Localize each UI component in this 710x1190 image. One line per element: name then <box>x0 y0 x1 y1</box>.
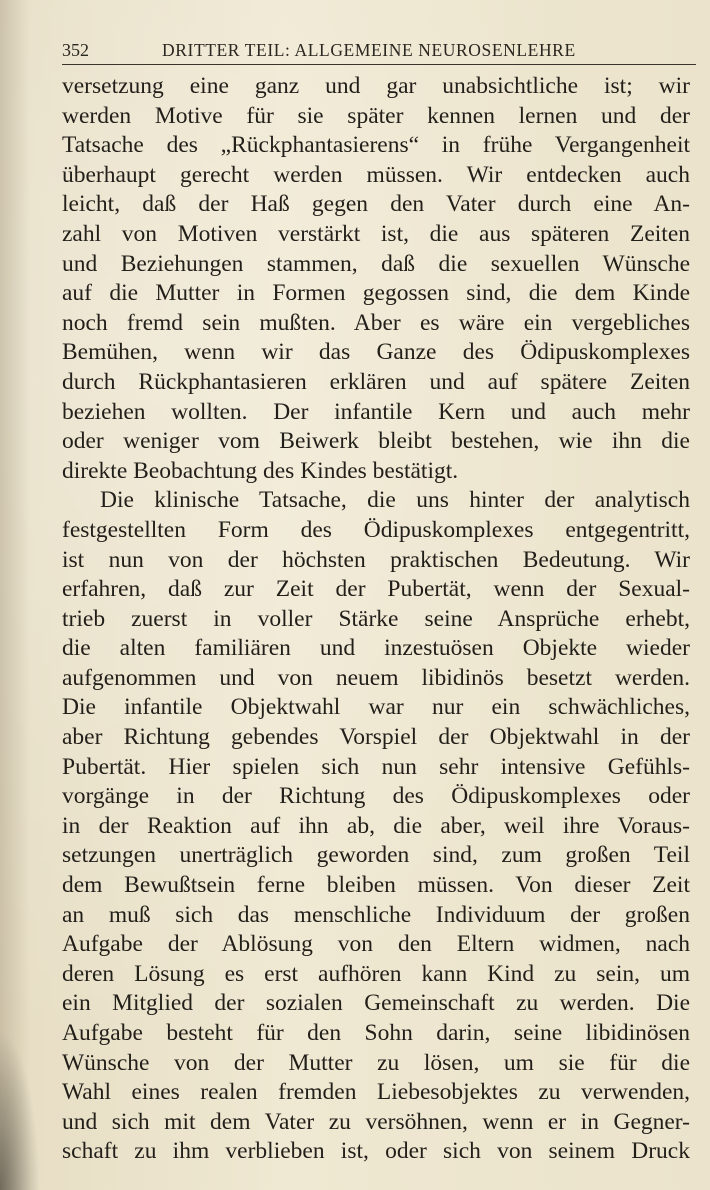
text-line: deren Lösung es erst aufhören kann Kind zu sein, um <box>62 960 690 987</box>
text-line: schaft zu ihm verblieben ist, oder sich von seinem Druck <box>62 1138 690 1165</box>
text-line: dem Bewußtsein ferne bleiben müssen. Von dieser Zeit <box>62 872 690 899</box>
text-line: Wahl eines realen fremden Liebesobjektes zu verwenden, <box>62 1079 690 1106</box>
text-line: und Beziehungen stammen, daß die sexuellen Wünsche <box>62 250 690 277</box>
text-line: versetzung eine ganz und gar unabsichtliche ist; wir <box>62 73 690 99</box>
page-header <box>62 38 696 65</box>
text-line: zahl von Motiven verstärkt ist, die aus späteren Zeiten <box>62 220 690 247</box>
text-line: auf die Mutter in Formen gegossen sind, die dem Kinde <box>62 280 690 307</box>
text-line: oder weniger vom Beiwerk bleibt bestehen, wie ihn die <box>62 428 690 455</box>
text-line: Die infantile Objektwahl war nur ein schwächliches, <box>62 694 690 721</box>
text-line: überhaupt gerecht werden müssen. Wir entdecken auch <box>62 161 690 188</box>
text-line: ein Mitglied der sozialen Gemeinschaft zu werden. Die <box>62 990 690 1017</box>
text-line: an muß sich das menschliche Individuum der großen <box>62 901 690 928</box>
text-line: trieb zuerst in voller Stärke seine Ansprüche erhebt, <box>62 605 690 632</box>
text-line: setzungen unerträglich geworden sind, zum großen Teil <box>62 842 690 869</box>
text-line: Bemühen, wenn wir das Ganze des Ödipuskomplexes <box>62 339 690 366</box>
text-line: durch Rückphantasieren erklären und auf spätere Zeiten <box>62 368 690 395</box>
paragraph-last-line: direkte Beobachtung des Kindes bestätigt. <box>62 457 459 484</box>
text-line: aber Richtung gebendes Vorspiel der Objektwahl in der <box>62 724 690 751</box>
text-line: festgestellten Form des Ödipuskomplexes entgegentritt, <box>62 516 690 543</box>
running-head: DRITTER TEIL: ALLGEMEINE NEUROSENLEHRE <box>162 40 576 60</box>
text-line: in der Reaktion auf ihn ab, die aber, weil ihre Voraus- <box>62 812 690 839</box>
text-line: die alten familiären und inzestuösen Objekte wieder <box>62 635 690 662</box>
text-line: beziehen wollten. Der infantile Kern und auch mehr <box>62 398 690 425</box>
text-line: erfahren, daß zur Zeit der Pubertät, wenn der Sexual- <box>62 576 690 603</box>
text-line: aufgenommen und von neuem libidinös besetzt werden. <box>62 664 690 691</box>
text-line: und sich mit dem Vater zu versöhnen, wenn er in Gegner- <box>62 1108 690 1135</box>
text-line: Wünsche von der Mutter zu lösen, um sie für die <box>62 1049 690 1076</box>
paragraph-first-line: Die klinische Tatsache, die uns hinter der analytisch <box>100 487 690 514</box>
text-line: vorgänge in der Richtung des Ödipuskomplexes oder <box>62 783 690 810</box>
page-corner-shadow <box>0 1030 40 1190</box>
text-line: Aufgabe besteht für den Sohn darin, seine libidinösen <box>62 1020 690 1046</box>
text-line: noch fremd sein mußten. Aber es wäre ein vergebliches <box>62 309 690 336</box>
text-line: werden Motive für sie später kennen lernen und der <box>62 102 690 129</box>
page-gutter-shadow <box>0 0 30 1190</box>
text-line: Aufgabe der Ablösung von den Eltern widmen, nach <box>62 931 690 958</box>
body-text <box>62 72 690 1167</box>
page-number: 352 <box>62 40 89 60</box>
text-line: leicht, daß der Haß gegen den Vater durch eine An- <box>62 191 690 218</box>
text-line: ist nun von der höchsten praktischen Bedeutung. Wir <box>62 546 690 573</box>
text-line: Pubertät. Hier spielen sich nun sehr intensive Gefühls- <box>62 753 690 780</box>
text-line: Tatsache des „Rückphantasierens“ in frühe Vergangenheit <box>62 132 690 159</box>
